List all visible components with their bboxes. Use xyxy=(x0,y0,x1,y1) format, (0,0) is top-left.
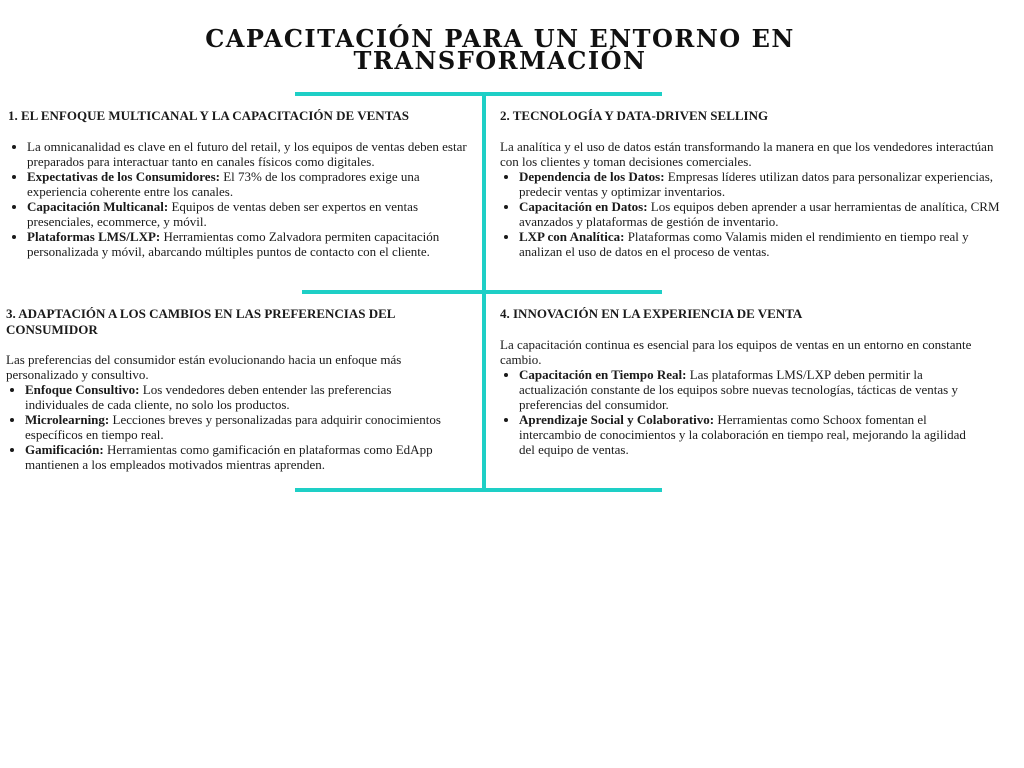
section-intro: La analítica y el uso de datos están transformando la manera en que los vendedores interactúan con los clientes y toman decisiones comerciales. xyxy=(500,139,994,169)
item-text: Plataformas como Valamis miden el rendimiento en tiempo real y analizan el uso de datos en el proceso de ventas. xyxy=(519,229,969,259)
item-term: Aprendizaje Social y Colaborativo: xyxy=(519,412,715,427)
bullet-list xyxy=(500,367,980,457)
list-item xyxy=(25,442,456,472)
item-text: Empresas líderes utilizan datos para personalizar experiencias, predecir ventas y optimizar inventarios. xyxy=(519,169,994,199)
list-item xyxy=(27,199,470,229)
section-intro: La capacitación continua es esencial para los equipos de ventas en un entorno en constante cambio. xyxy=(500,337,972,367)
list-item xyxy=(519,169,1000,199)
item-text: El 73% de los compradores exige una experiencia coherente entre los canales. xyxy=(27,169,420,199)
list-item xyxy=(25,382,456,412)
item-term: Capacitación en Tiempo Real: xyxy=(519,367,687,382)
item-text: Herramientas como Schoox fomentan el intercambio de conocimientos y la colaboración en tiempo real, mejorando la agilidad del equipo de ventas. xyxy=(519,412,966,457)
section-data-driven-selling xyxy=(500,108,1000,259)
item-term: Plataformas LMS/LXP: xyxy=(27,229,161,244)
item-term: Gamificación: xyxy=(25,442,104,457)
section-heading: 3. ADAPTACIÓN A LOS CAMBIOS EN LAS PREFERENCIAS DEL CONSUMIDOR xyxy=(6,306,395,337)
section-heading: 4. INNOVACIÓN EN LA EXPERIENCIA DE VENTA xyxy=(500,306,803,321)
list-item xyxy=(27,229,470,259)
item-term: LXP con Analítica: xyxy=(519,229,625,244)
item-text: La omnicanalidad es clave en el futuro del retail, y los equipos de ventas deben estar preparados para interactuar tanto en canales físicos como digitales. xyxy=(27,139,467,169)
item-term: Expectativas de los Consumidores: xyxy=(27,169,220,184)
list-item xyxy=(519,199,1000,229)
bullet-list xyxy=(8,139,470,259)
bullet-list xyxy=(500,169,1000,259)
section-sales-innovation xyxy=(500,306,980,457)
section-multichannel xyxy=(8,108,470,259)
item-text: Equipos de ventas deben ser expertos en ventas presenciales, ecommerce, y móvil. xyxy=(27,199,418,229)
page-title-line-2: TRANSFORMACIÓN xyxy=(353,46,647,75)
section-intro: Las preferencias del consumidor están evolucionando hacia un enfoque más personalizado y consultivo. xyxy=(6,352,402,382)
item-term: Enfoque Consultivo: xyxy=(25,382,140,397)
list-item xyxy=(519,412,980,457)
top-divider xyxy=(295,92,662,96)
middle-divider xyxy=(302,290,662,294)
item-text: Los equipos deben aprender a usar herramientas de analítica, CRM avanzados y plataformas de gestión de inventario. xyxy=(519,199,1000,229)
section-consumer-preferences xyxy=(6,306,456,472)
item-term: Capacitación Multicanal: xyxy=(27,199,169,214)
item-text: Herramientas como gamificación en plataformas como EdApp mantienen a los empleados motivados mientras aprenden. xyxy=(25,442,433,472)
item-text: Los vendedores deben entender las preferencias individuales de cada cliente, no solo los productos. xyxy=(25,382,392,412)
page-title xyxy=(150,24,850,75)
list-item xyxy=(519,367,980,412)
list-item xyxy=(27,169,470,199)
page-title-line-1: CAPACITACIÓN PARA UN ENTORNO EN xyxy=(205,24,795,53)
item-term: Dependencia de los Datos: xyxy=(519,169,665,184)
item-text: Las plataformas LMS/LXP deben permitir la actualización constante de los equipos sobre nuevas tecnologías, tácticas de ventas y preferencias del consumidor. xyxy=(519,367,958,412)
section-heading: 1. EL ENFOQUE MULTICANAL Y LA CAPACITACIÓN DE VENTAS xyxy=(8,108,410,123)
bottom-divider xyxy=(295,488,662,492)
list-item xyxy=(519,229,1000,259)
item-term: Microlearning: xyxy=(25,412,110,427)
item-term: Capacitación en Datos: xyxy=(519,199,648,214)
list-item xyxy=(25,412,456,442)
section-heading: 2. TECNOLOGÍA Y DATA-DRIVEN SELLING xyxy=(500,108,769,123)
list-item xyxy=(27,139,470,169)
bullet-list xyxy=(6,382,456,472)
item-text: Herramientas como Zalvadora permiten capacitación personalizada y móvil, abarcando múltiples puntos de contacto con el cliente. xyxy=(27,229,440,259)
item-text: Lecciones breves y personalizadas para adquirir conocimientos específicos en tiempo real. xyxy=(25,412,441,442)
